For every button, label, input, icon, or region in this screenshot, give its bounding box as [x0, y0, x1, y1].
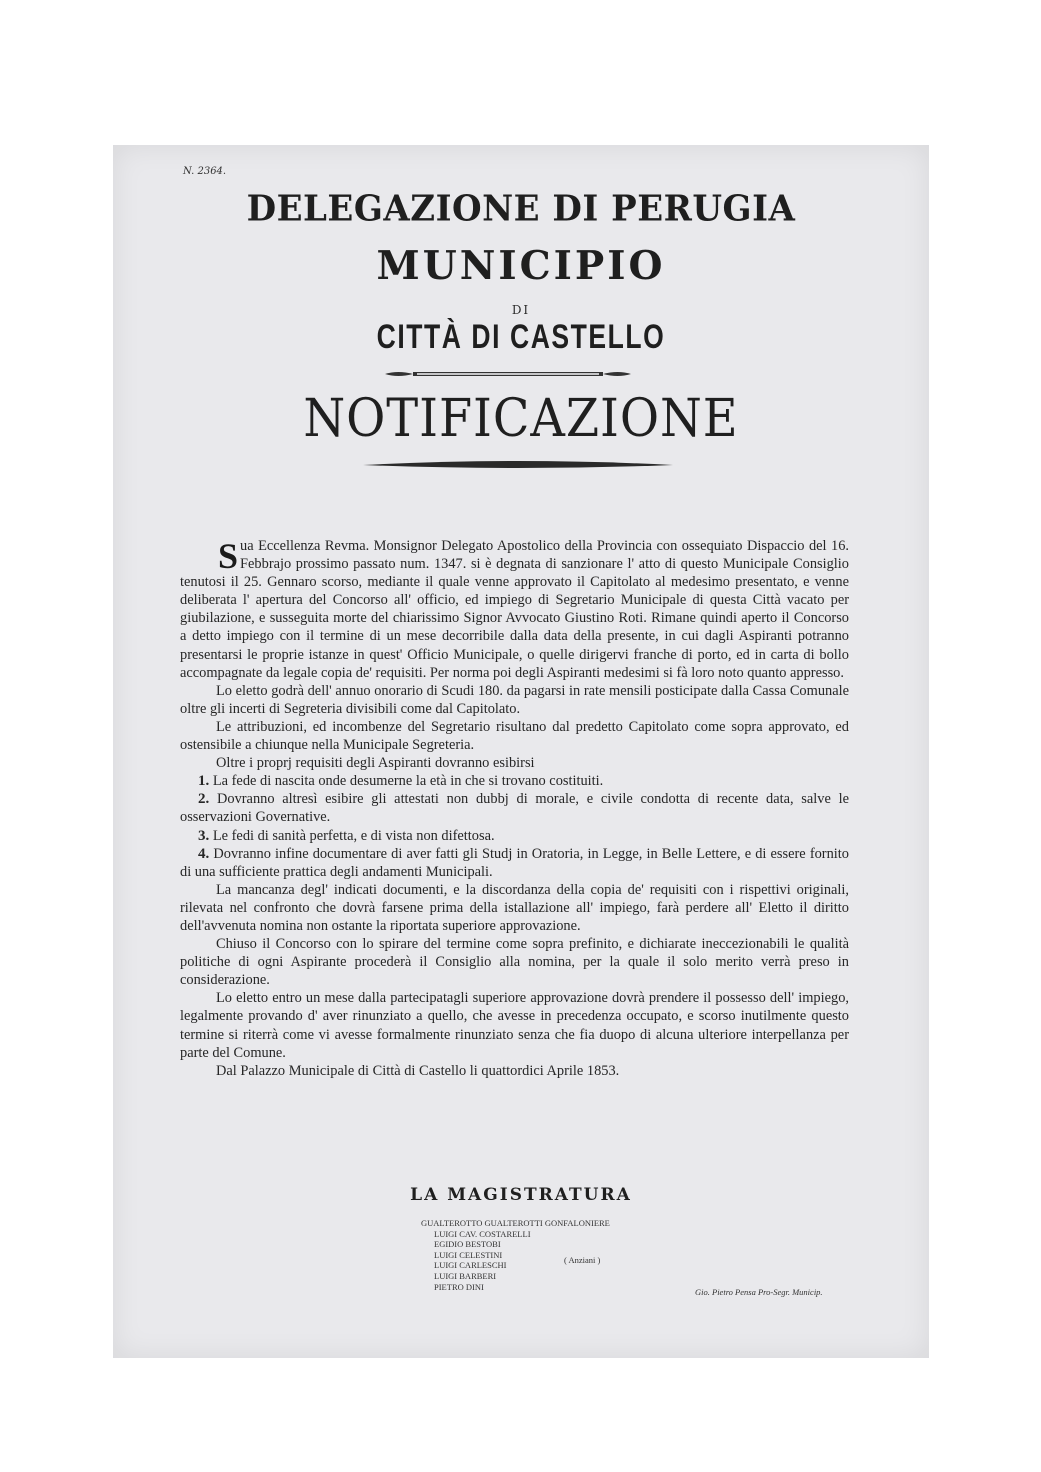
list-item: 2. Dovranno altresì esibire gli attestati non dubbj di morale, e civile condotta di recente data, salve le osservazioni Governative.: [180, 791, 849, 826]
signatory: PIETRO DINI: [434, 1281, 484, 1292]
title-flourish-icon: [363, 458, 673, 472]
drop-cap: S: [218, 536, 239, 576]
signatory: LUIGI CAV. COSTARELLI: [434, 1228, 531, 1239]
notice-sheet: [113, 145, 929, 1358]
signatory: EGIDIO BESTOBI: [434, 1239, 501, 1250]
secretary-signature: Gio. Pietro Pensa Pro-Segr. Municip.: [695, 1287, 823, 1297]
header-city: CITTÀ DI CASTELLO: [376, 318, 666, 356]
anziani-label: ( Anziani ): [564, 1255, 601, 1265]
notice-body: [180, 537, 849, 1080]
paragraph-1: Sua Eccellenza Revma. Monsignor Delegato Apostolico della Provincia con ossequiato Dispaccio del 16. Febbrajo prossimo passato num. 1347. si è degnata di sanzionare l' atto di questo Municipale Consiglio tenutosi il 25. Gennaro scorso, mediante il quale venne approvato il Capitolato al medesimo presentato, e venne deliberata l' apertura del Concorso all' officio, ed impiego di Segretario Municipale di questa Città vacato per giubilazione, e susseguita morte del chiarissimo Signor Avvocato Giustino Roti. Rimane quindi aperto il Concorso a detto impiego con il termine di un mese decorribile dalla data della presente, in cui dagli Aspiranti potranno presentarsi le proprie istanze in quest' Officio Municipale, o quelle dirigervi franche di porto, ed in carta di bollo accompagnate da legale copia de' requisiti. Per norma poi degli Aspiranti medesimi si fà loro noto quanto appresso.: [180, 536, 849, 681]
signatory-gonfaloniere: GUALTEROTTO GUALTEROTTI GONFALONIERE: [421, 1218, 610, 1228]
list-item: 1. La fede di nascita onde desumerne la età in che si trovano costituiti.: [198, 773, 604, 790]
header-delegation: DELEGAZIONE DI PERUGIA: [246, 188, 796, 230]
ornament-divider-icon: [383, 369, 633, 379]
paragraph-2: Lo eletto godrà dell' annuo onorario di Scudi 180. da pagarsi in rate mensili posticipate dalla Cassa Comunale oltre gli incerti di Segreteria divisibili come dal Capitolato.: [180, 682, 849, 717]
paragraph-5: La mancanza degl' indicati documenti, e la discordanza della copia de' requisiti con i rispettivi originali, rilevata nel confronto che dovrà farsene prima della istallazione all' impiego, farà perdere all' Eletto il diritto dell'avvenuta nomina non ostante la riportata superiore approvazione.: [180, 881, 849, 934]
header-municipio: MUNICIPIO: [376, 243, 666, 289]
list-item: 3. Le fedi di sanità perfetta, e di vista non difettosa.: [198, 827, 495, 844]
header-di: DI: [511, 303, 531, 317]
signatory: LUIGI BARBERI: [434, 1270, 497, 1281]
signatory: LUIGI CELESTINI: [434, 1249, 503, 1260]
paragraph-7: Lo eletto entro un mese dalla partecipatagli superiore approvazione dovrà prendere il possesso dell' impiego, legalmente provando d' aver rinunziato a quello, che avesse in precedenza occupato, e scorso inutilmente questo termine si riterrà come vi avesse formalmente rinunziato senza che fia duopo di alcuna ulteriore interpellanza per parte del Comune.: [180, 990, 849, 1061]
signatory: LUIGI CARLESCHI: [434, 1260, 507, 1271]
paragraph-6: Chiuso il Concorso con lo spirare del termine come sopra prefinito, e dichiarate ineccezionabili le qualità politiche di ogni Aspirante procederà il Consiglio alla nomina, per la quale il solo merito verrà preso in considerazione.: [180, 936, 849, 989]
document-number: N. 2364.: [183, 166, 227, 177]
paragraph-3: Le attribuzioni, ed incombenze del Segretario risultano dal predetto Capitolato come sopra approvato, ed ostensibile a chiunque nella Municipale Segreteria.: [180, 718, 849, 754]
list-item: 4. Dovranno infine documentare di aver fatti gli Studj in Oratoria, in Legge, in Belle Lettere, e di essere fornito di una sufficiente prattica degli andamenti Municipali.: [180, 845, 849, 880]
magistratura-title: LA MAGISTRATURA: [410, 1185, 632, 1205]
page-title: NOTIFICAZIONE: [303, 389, 739, 449]
paragraph-8: Dal Palazzo Municipale di Città di Castello li quattordici Aprile 1853.: [216, 1062, 620, 1079]
paragraph-4: Oltre i proprj requisiti degli Aspiranti dovranno esibirsi: [216, 755, 535, 772]
